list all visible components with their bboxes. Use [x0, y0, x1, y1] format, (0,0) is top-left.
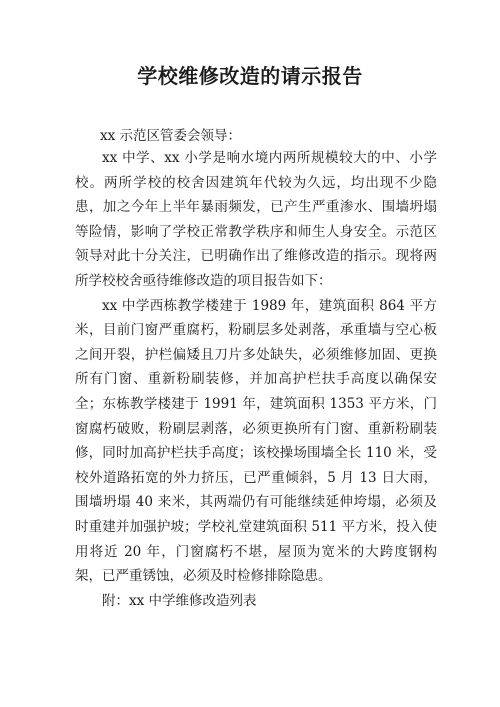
- document-body: [75, 146, 437, 613]
- paragraph-intro: xx 中学、xx 小学是响水境内两所规模较大的中、小学校。两所学校的校舍因建筑年代较为久远，均出现不少隐患，加之今年上半年暴雨频发，已产生严重渗水、围墙坍塌等险情，影响了学校正常教学秩序和师生人身安全。示范区领导对此十分关注，已明确作出了维修改造的指示。现将两所学校校舍亟待维修改造的项目报告如下：: [75, 150, 437, 289]
- salutation: xx 示范区管委会领导：: [100, 128, 242, 144]
- paragraph-middle-school-details: xx 中学西栋教学楼建于 1989 年，建筑面积 864 平方米，目前门窗严重腐朽，粉刷层多处剥落，承重墙与空心板之间开裂，护栏偏矮且刀片多处缺失，必须维修加固、更换所有门窗、重新粉刷装修，并加高护栏扶手高度以确保安全；东栋教学楼建于 1991 年，建筑面积 1353 平方米，门窗腐朽破败，粉刷层剥落，必须更换所有门窗、重新粉刷装修，同时加高护栏扶手高度；该校操场围墙全长 110 米，受校外道路拓宽的外力挤压，已严重倾斜，5 月 13 日大雨，围墙坍塌 40 来米，其两端仍有可能继续延伸垮塌，必须及时重建并加强护坡；学校礼堂建筑面积 511 平方米，投入使用将近 20 年，门窗腐朽不堪，屋顶为宽米的大跨度钢构架，已严重锈蚀，必须及时检修排除隐患。: [75, 297, 437, 585]
- paragraph-attachment: 附：xx 中学维修改造列表: [102, 592, 257, 609]
- document-title: 学校维修改造的请示报告: [137, 64, 363, 88]
